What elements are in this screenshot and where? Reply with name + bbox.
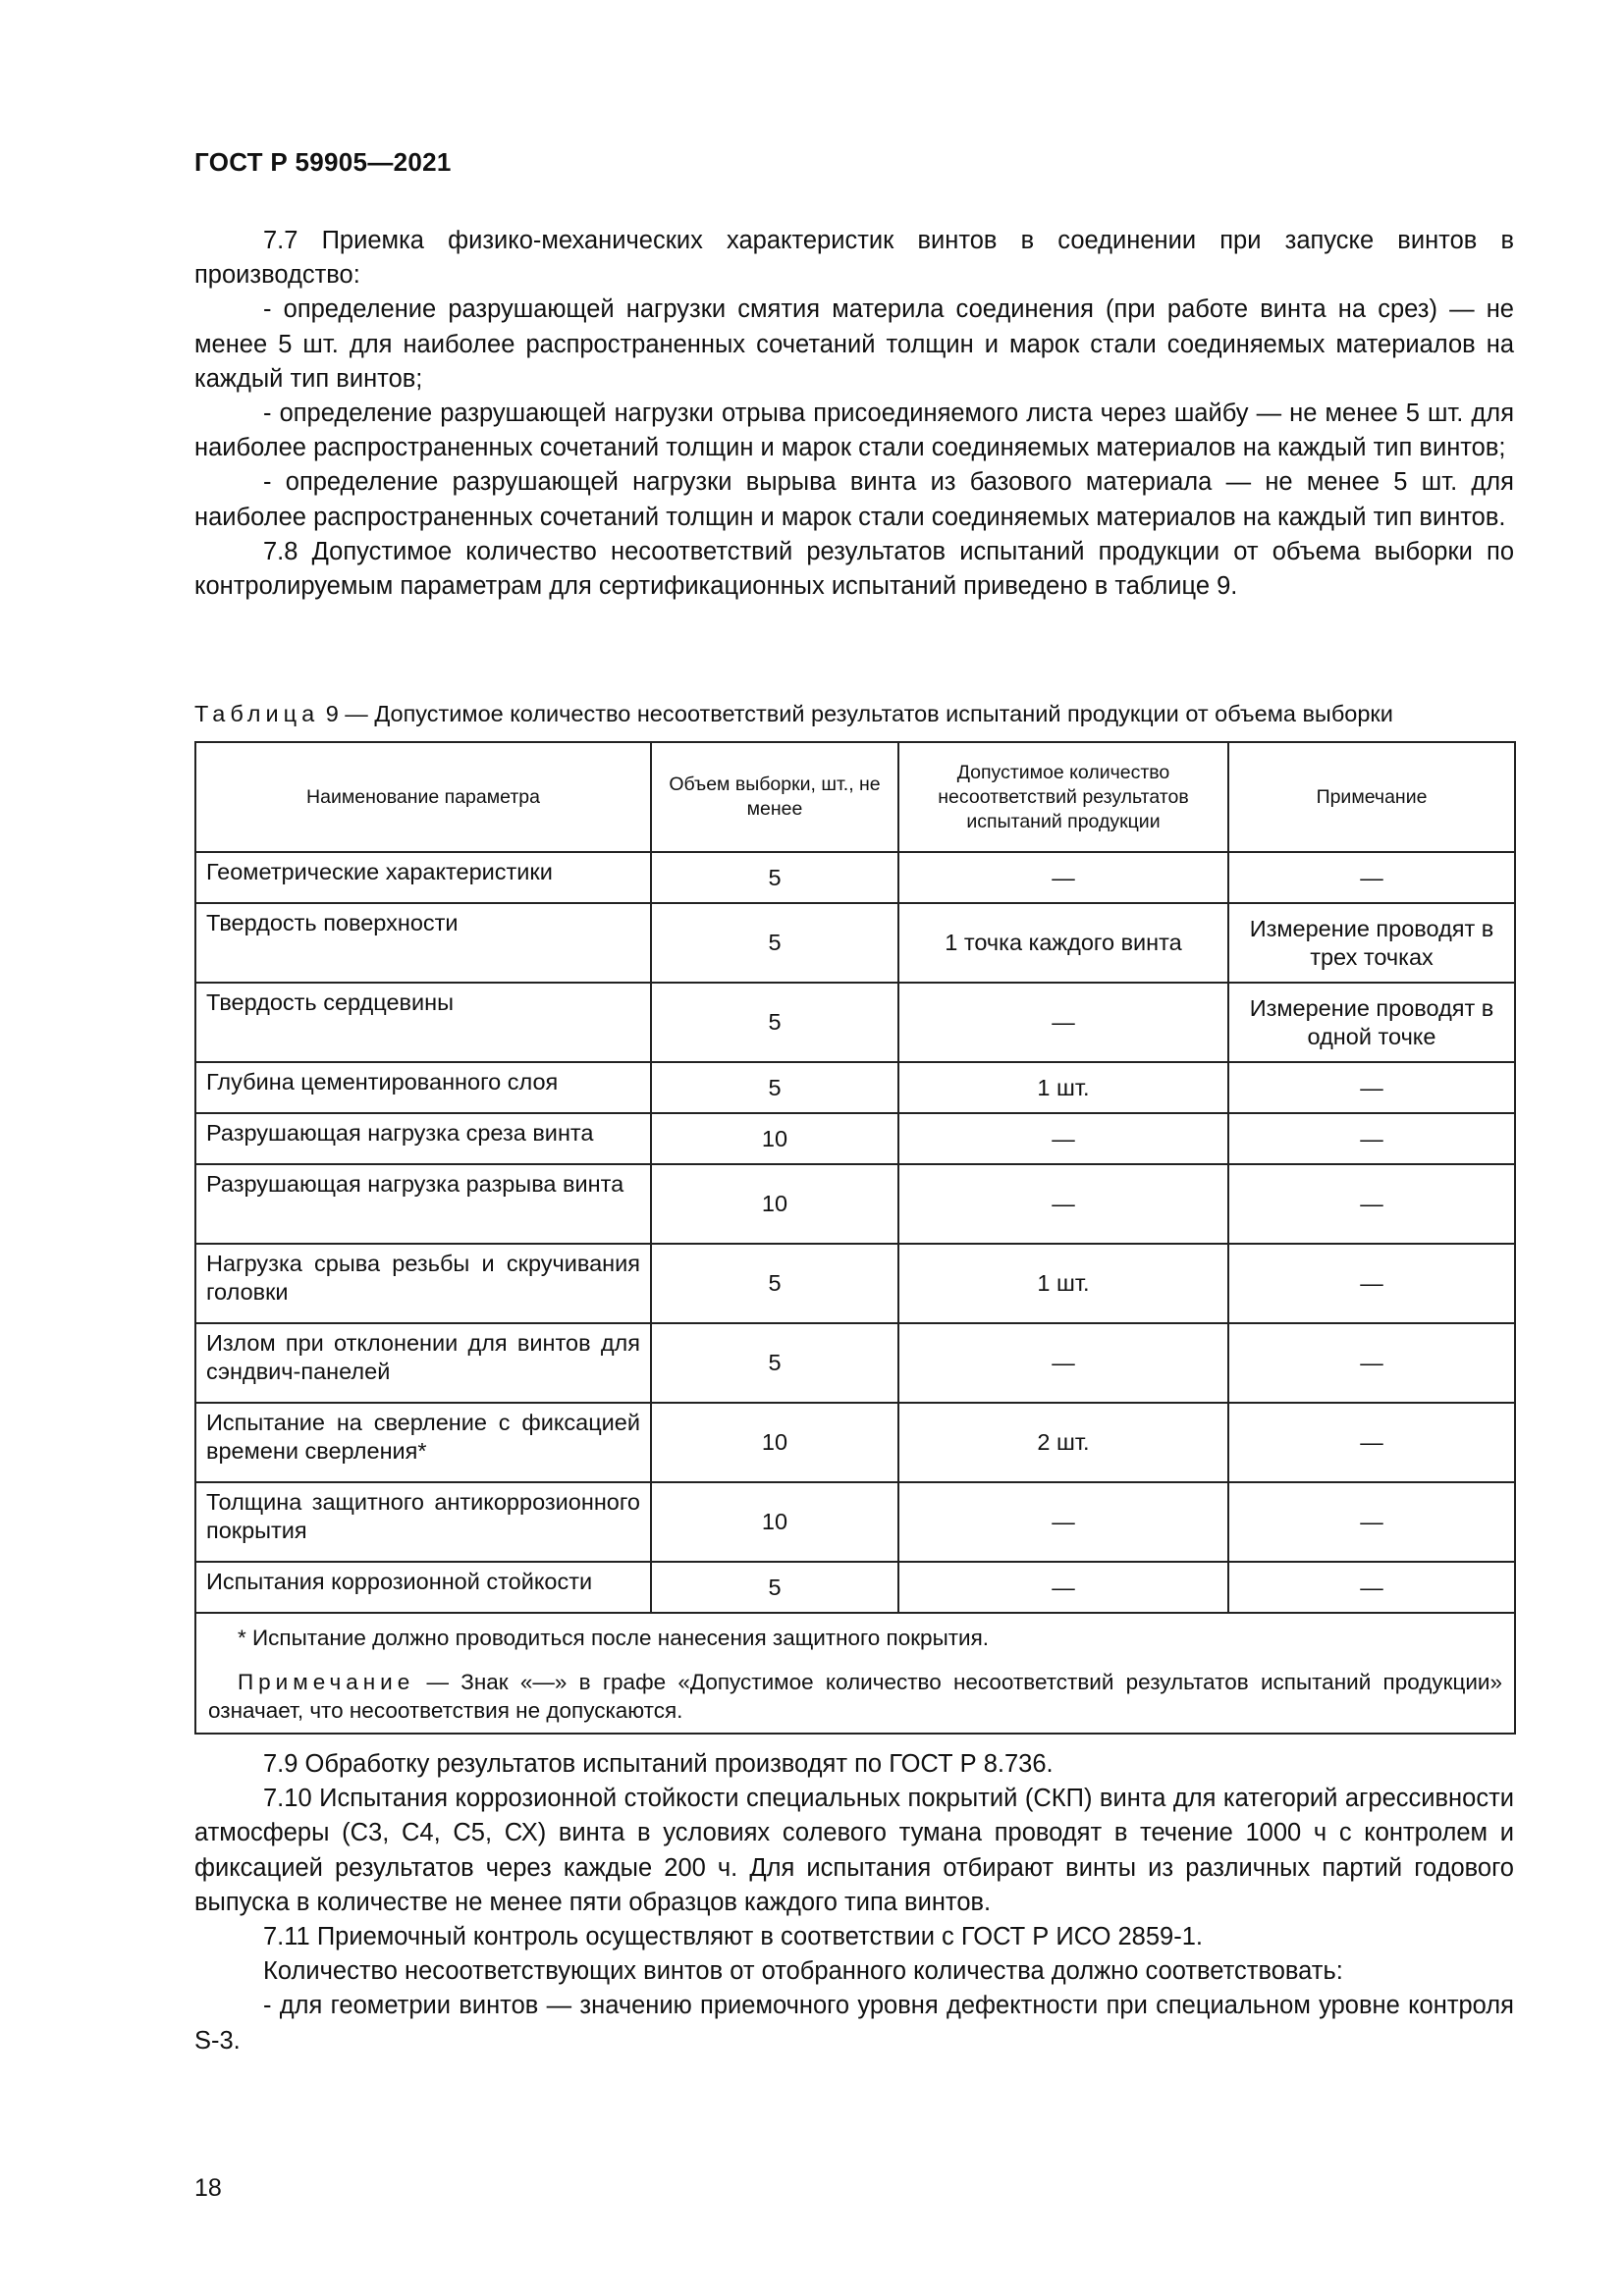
list-item: - определение разрушающей нагрузки вырыва винта из базового материала — не менее 5 шт. для наиболее распространенных сочетаний толщин и марок стали соединяемых материалов на каждый тип винтов. <box>194 468 1514 531</box>
table-row <box>195 1113 1515 1164</box>
cell-parameter: Толщина защитного антикоррозионного покрытия <box>195 1482 651 1562</box>
intro-section <box>194 224 1514 604</box>
cell-allowed: 1 шт. <box>898 1062 1228 1113</box>
cell-allowed: 2 шт. <box>898 1403 1228 1482</box>
document-page <box>194 0 1514 2296</box>
table-9 <box>194 741 1516 1735</box>
table-row <box>195 1062 1515 1113</box>
cell-allowed: — <box>898 1562 1228 1613</box>
paragraph-7-10: 7.10 Испытания коррозионной стойкости специальных покрытий (СКП) винта для категорий агрессивности атмосферы (С3, С4, С5, СХ) винта в условиях солевого тумана проводят в течение 1000 ч с контролем и фиксацией результатов через каждые 200 ч. Для испытания отбирают винты из различных партий годового выпуска в количестве не менее пяти образцов каждого типа винтов. <box>194 1785 1514 1916</box>
cell-note: — <box>1228 852 1515 903</box>
cell-sample: 5 <box>651 1323 898 1403</box>
table-footnote: * Испытание должно проводиться после нанесения защитного покрытия. <box>238 1626 990 1650</box>
list-item: - определение разрушающей нагрузки смятия материла соединения (при работе винта на срез) — не менее 5 шт. для наиболее распространенных сочетаний толщин и марок стали соединяемых материалов на каждый тип винтов; <box>194 295 1514 393</box>
table-note-text: — Знак «—» в графе «Допустимое количество несоответствий результатов испытаний продукции» означает, что несоответствия не допускаются. <box>208 1670 1502 1723</box>
cell-parameter: Глубина цементированного слоя <box>195 1062 651 1113</box>
list-item: - для геометрии винтов — значению приемочного уровня дефектности при специальном уровне контроля S-3. <box>194 1992 1514 2055</box>
cell-note: — <box>1228 1244 1515 1323</box>
cell-sample: 10 <box>651 1164 898 1244</box>
cell-note: — <box>1228 1562 1515 1613</box>
cell-parameter: Испытания коррозионной стойкости <box>195 1562 651 1613</box>
list-item: - определение разрушающей нагрузки отрыва присоединяемого листа через шайбу — не менее 5 шт. для наиболее распространенных сочетаний толщин и марок стали соединяемых материалов на каждый тип винтов; <box>194 400 1514 462</box>
cell-note: — <box>1228 1403 1515 1482</box>
cell-allowed: — <box>898 1113 1228 1164</box>
table-caption-text: 9 — Допустимое количество несоответствий результатов испытаний продукции от объема выборки <box>325 701 1393 726</box>
cell-sample: 5 <box>651 1244 898 1323</box>
cell-note: — <box>1228 1113 1515 1164</box>
cell-parameter: Нагрузка срыва резьбы и скручивания головки <box>195 1244 651 1323</box>
cell-parameter: Разрушающая нагрузка разрыва винта <box>195 1164 651 1244</box>
table-header-row <box>195 742 1515 852</box>
cell-parameter: Разрушающая нагрузка среза винта <box>195 1113 651 1164</box>
cell-note: — <box>1228 1164 1515 1244</box>
table-notes-row <box>195 1613 1515 1734</box>
header-note: Примечание <box>1228 742 1515 852</box>
cell-sample: 5 <box>651 852 898 903</box>
table-row <box>195 852 1515 903</box>
table-row <box>195 1244 1515 1323</box>
cell-parameter: Излом при отклонении для винтов для сэндвич-панелей <box>195 1323 651 1403</box>
table-caption <box>194 699 1514 728</box>
paragraph: Количество несоответствующих винтов от отобранного количества должно соответствовать: <box>263 1957 1343 1986</box>
page-number: 18 <box>194 2174 222 2202</box>
cell-allowed: — <box>898 1164 1228 1244</box>
cell-allowed: — <box>898 1323 1228 1403</box>
cell-note: — <box>1228 1323 1515 1403</box>
table-row <box>195 1323 1515 1403</box>
table-row <box>195 903 1515 983</box>
cell-allowed: — <box>898 1482 1228 1562</box>
cell-allowed: 1 точка каждого винта <box>898 903 1228 983</box>
cell-sample: 10 <box>651 1403 898 1482</box>
paragraph-7-11: 7.11 Приемочный контроль осуществляют в соответствии с ГОСТ Р ИСО 2859-1. <box>263 1923 1203 1951</box>
cell-parameter: Твердость поверхности <box>195 903 651 983</box>
cell-allowed: 1 шт. <box>898 1244 1228 1323</box>
cell-parameter: Испытание на сверление с фиксацией времени сверления* <box>195 1403 651 1482</box>
table-row <box>195 983 1515 1062</box>
table-notes-cell <box>195 1613 1515 1734</box>
table-row <box>195 1164 1515 1244</box>
cell-sample: 10 <box>651 1113 898 1164</box>
cell-allowed: — <box>898 852 1228 903</box>
header-sample-size: Объем выборки, шт., не менее <box>651 742 898 852</box>
paragraph-7-9: 7.9 Обработку результатов испытаний производят по ГОСТ Р 8.736. <box>263 1750 1054 1778</box>
paragraph-7-7: 7.7 Приемка физико-механических характеристик винтов в соединении при запуске винтов в производство: <box>194 227 1514 290</box>
header-parameter: Наименование параметра <box>195 742 651 852</box>
table-row <box>195 1482 1515 1562</box>
cell-note: — <box>1228 1062 1515 1113</box>
cell-parameter: Твердость сердцевины <box>195 983 651 1062</box>
cell-sample: 5 <box>651 1562 898 1613</box>
cell-sample: 10 <box>651 1482 898 1562</box>
paragraph-7-8: 7.8 Допустимое количество несоответствий результатов испытаний продукции от объема выборки по контролируемым параметрам для сертификационных испытаний приведено в таблице 9. <box>194 537 1514 601</box>
cell-sample: 5 <box>651 1062 898 1113</box>
cell-sample: 5 <box>651 983 898 1062</box>
cell-parameter: Геометрические характеристики <box>195 852 651 903</box>
cell-note: — <box>1228 1482 1515 1562</box>
cell-allowed: — <box>898 983 1228 1062</box>
cell-sample: 5 <box>651 903 898 983</box>
table-note-label: Примечание <box>238 1670 415 1694</box>
table-note <box>208 1668 1502 1725</box>
document-header: ГОСТ Р 59905—2021 <box>194 147 452 177</box>
cell-note: Измерение проводят в одной точке <box>1228 983 1515 1062</box>
table-row <box>195 1562 1515 1613</box>
table-row <box>195 1403 1515 1482</box>
cell-note: Измерение проводят в трех точках <box>1228 903 1515 983</box>
table-caption-label: Таблица <box>194 701 320 726</box>
header-allowed-nonconformities: Допустимое количество несоответствий результатов испытаний продукции <box>898 742 1228 852</box>
outro-section <box>194 1747 1514 2058</box>
